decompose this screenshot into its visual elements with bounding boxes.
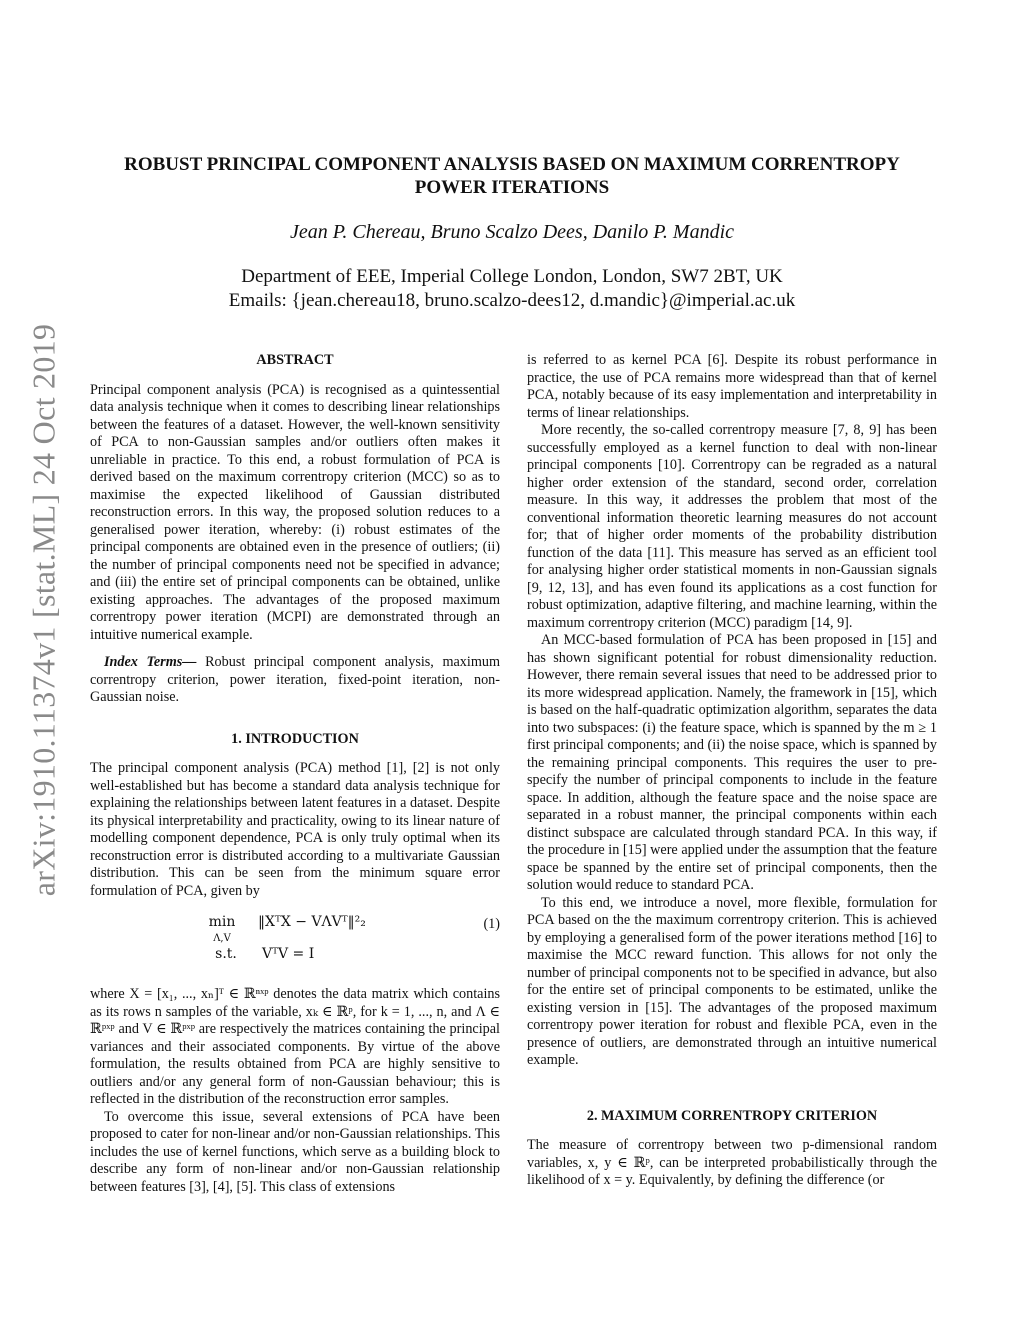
affiliation-block — [90, 265, 934, 313]
right-column — [527, 352, 937, 1190]
section-2-paragraph-1: The measure of correntropy between two p-dimensional random variables, x, y ∈ ℝᵖ, can be interpreted probabilistically through the likelihood of x = y. Equivalently, by defining the difference (or — [527, 1137, 937, 1188]
equation-constraint: VᵀV = I — [262, 946, 315, 962]
index-terms-text: Robust principal component analysis, maximum correntropy criterion, power iteration, fixed-point iteration, non-Gaussian noise. — [90, 654, 500, 705]
section-2-heading: 2. MAXIMUM CORRENTROPY CRITERION — [586, 1107, 878, 1124]
intro-heading: 1. INTRODUCTION — [231, 730, 359, 747]
intro-paragraph-3: To overcome this issue, several extensions of PCA have been proposed to cater for non-linear and/or non-Gaussian relationships. This includes the use of kernel functions, which serve as a building block to describe any form of non-linear and/or non-Gaussian relationship between features [3], [4], [5]. This class of extensions — [90, 1108, 500, 1195]
equation-min-sub: Λ,V — [213, 932, 231, 944]
title-line-2: POWER ITERATIONS — [414, 177, 610, 198]
title-line-1: ROBUST PRINCIPAL COMPONENT ANALYSIS BASED ON MAXIMUM CORRENTROPY — [124, 154, 900, 175]
right-paragraph-2: More recently, the so-called correntropy measure [7, 8, 9] has been successfully employed as a kernel function to deal with non-linear principal components [10]. Correntropy can be regraded as a natural higher order extension of the standard, second order, correlation measure. In this way, it addresses the problem that most of the conventional information theoretic learning measures do not account for; that of higher order moments of the probability distribution function of the data [11]. This measure has served as an efficient tool for analysing higher order statistical moments in non-Gaussian signals [9, 12, 13], and has even found its applications as a cost function for robust optimization, adaptive filtering, and machine learning, within the maximum correntropy criterion (MCC) paradigm [14, 9]. — [527, 422, 937, 631]
equation-1 — [90, 910, 500, 976]
arxiv-stamp[interactable]: arXiv:1910.11374v1 [stat.ML] 24 Oct 2019 — [25, 323, 62, 897]
left-column — [90, 352, 500, 1196]
intro-paragraph-2: where X = [x₁, ..., xₙ]ᵀ ∈ ℝⁿˣᵖ denotes the data matrix which contains as its rows n samples of the variable, xₖ ∈ ℝᵖ, for k = 1, ..., n, and Λ ∈ ℝᵖˣᵖ and V ∈ ℝᵖˣᵖ are respectively the matrices containing the principal variances and their associated components. By virtue of the above formulation, the results obtained from PCA are highly sensitive to outliers and/or any general form of non-Gaussian behaviour; this is reflected in the distribution of the reconstruction error samples. — [90, 986, 500, 1107]
right-paragraph-1: is referred to as kernel PCA [6]. Despite its robust performance in practice, the use of PCA remains more widespread than that of kernel PCA, notably because of its easy implementation and interpretability in terms of linear relationships. — [527, 352, 937, 421]
right-paragraph-4: To this end, we introduce a novel, more flexible, formulation for PCA based on the the maximum correntropy criterion. This is achieved by employing a generalised form of the power iterations method [16] to maximise the MCC reward function. This allows for not only the number of principal components not to be specified in advance, but also for the entire set of principal components to be estimated, unlike the existing version in [15]. The advantages of the proposed maximum correntropy power iteration for robust and flexible PCA, even in the presence of outliers, are demonstrated through an intuitive numerical example. — [527, 894, 937, 1068]
emails[interactable]: Emails: {jean.chereau18, bruno.scalzo-dees12, d.mandic}@imperial.ac.uk — [228, 290, 796, 311]
equation-objective: ‖XᵀX − VΛVᵀ‖²₂ — [258, 914, 366, 930]
paper-title — [90, 153, 934, 199]
abstract-heading: ABSTRACT — [256, 352, 334, 368]
authors: Jean P. Chereau, Bruno Scalzo Dees, Danilo P. Mandic — [289, 221, 734, 243]
equation-row-2 — [206, 946, 314, 964]
equation-number: (1) — [483, 916, 500, 932]
equation-min-op: min — [208, 914, 236, 930]
intro-paragraph-1: The principal component analysis (PCA) method [1], [2] is not only well-established but has become a standard data analysis technique for explaining the relationships between latent features in a dataset. Despite its physical interpretability and practicality, owing to its linear nature of modelling component dependence, PCA is only truly optimal when its reconstruction error is distributed according to a multivariate Gaussian distribution. This can be seen from the minimum square error formulation of PCA, given by — [90, 760, 500, 899]
index-terms-label: Index Terms— — [104, 654, 197, 670]
equation-st-op: s.t. — [215, 946, 237, 962]
index-terms — [90, 654, 500, 707]
equation-row-1 — [202, 914, 366, 947]
affiliation: Department of EEE, Imperial College London, London, SW7 2BT, UK — [241, 266, 783, 287]
abstract-text: Principal component analysis (PCA) is recognised as a quintessential data analysis technique when it comes to describing linear relationships between the features of a dataset. However, the well-known sensitivity of PCA to non-Gaussian samples and/or outliers often makes it unreliable in practice. To this end, a robust formulation of PCA is derived based on the maximum correntropy criterion (MCC) so as to maximise the expected likelihood of Gaussian distributed reconstruction errors. In this way, the proposed solution reduces to a generalised power iteration, whereby: (i) robust estimates of the principal components are obtained even in the presence of outliers; (ii) the number of principal components need not be specified in advance; and (iii) the entire set of principal components can be obtained, unlike existing approaches. The advantages of the proposed maximum correntropy power iteration (MCPI) are demonstrated through an intuitive numerical example. — [90, 381, 500, 643]
right-paragraph-3: An MCC-based formulation of PCA has been proposed in [15] and has shown significant potential for robust dimensionality reduction. However, there remain several issues that need to be addressed prior to its more widespread application. Namely, the framework in [15], which is based on the half-quadratic optimization algorithm, separates the data into two subspaces: (i) the feature space, which is spanned by the m ≥ 1 first principal components; and (ii) the noise space, which is spanned by the remaining principal components. This requires the user to pre-specify the number of principal components to include in the feature space. In addition, although the feature space and the noise space are separated in a robust manner, the principal components within each distinct subspace are calculated through standard PCA. In this way, if the procedure in [15] were applied under the assumption that the feature space be spanned by the entire set of principal components, then the solution would reduce to standard PCA. — [527, 632, 937, 893]
